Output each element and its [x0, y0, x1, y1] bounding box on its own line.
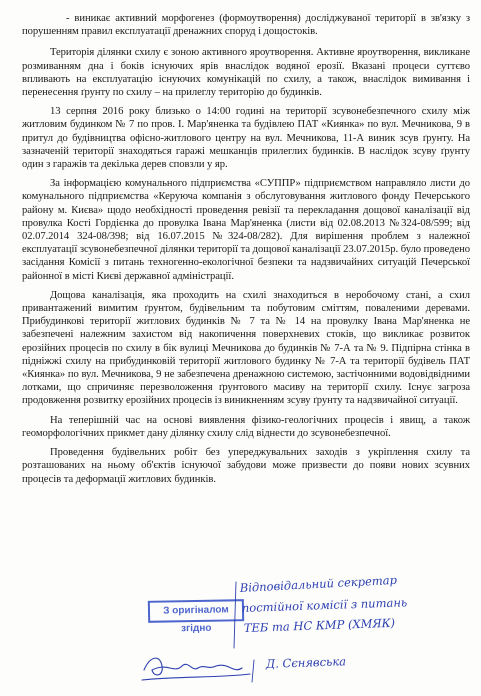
paragraph-2: Територія ділянки схилу є зоною активного яроутворення. Активне яроутворення, викликане розмиванням дна і боків існуючих ярів внаслідок водяної ерозії. Вказані процеси суттєво впливають на експлуатацію існуючих комунікацій по схилу, а також, внаслідок вимивання і перенесення ґрунту по схилу – на прилеглу територію до будинків.: [22, 47, 470, 99]
certified-copy-stamp: З оригіналом згідно: [148, 599, 244, 623]
paragraph-6: На теперішній час на основі виявлення фізико-геологічних процесів і явищ, а також геоморфологічних прикмет дану ділянку схилу слід віднести до зсувонебезпечної.: [22, 414, 470, 439]
handwriting-line-4: Д. Сєнявська: [265, 654, 347, 671]
handwriting-line-3: ТЕБ та НС КМР (ХМЯК): [243, 615, 396, 635]
paragraph-3: 13 серпня 2016 року близько о 14:00 годині на території зсувонебезпечного схилу між житловим будинком № 7 по пров. І. Мар'яненка та будівлею ПАТ «Киянка» по вул. Мечникова, 9 в притул до будівництва офісно-житлового центру на вул. Мечникова, 11-А виник зсув ґрунту. На зазначеній території знаходяться гаражі мешканців прилеглих будинків. В наслідок зсуву ґрунту один з гаражів та декілька дерев сповзли у яр.: [22, 106, 470, 171]
paragraph-5: Дощова каналізація, яка проходить на схилі знаходиться в неробочому стані, а схил привантажений вимитим ґрунтом, будівельним та побутовим сміттям, поваленими деревами. Прибудинкові території житлових будинків № 7 та № 14 на провулку Івана Мар'яненка не забезпечені належним захистом від накопичення поверхневих стоків, що викликає розвиток ерозійних процесів по схилу в бік вулиці Мечникова до будинків № 7-А та № 9. Підпірна стінка в підніжжі схилу на прибудинковій території житлового будинку № 7-А та території будівель ПАТ «Киянка» по вул. Мечникова, 9 не забезпечена дренажною системою, застічонними водовідвідними лотками, що спричиняє перезволоження ґрунтового масиву на території схилу. Існує загроза продовження розвитку ерозійних процесів із виникненням зсуву ґрунту та надзвичайної ситуації.: [22, 289, 470, 407]
handwritten-signature-block: [138, 570, 478, 690]
paragraph-7: Проведення будівельних робіт без упереджувальних заходів з укріплення схилу та розташованих на ньому об'єктів існуючої забудови може призвести до появи нових зсувних процесів та деформації житлових будинків.: [22, 447, 470, 485]
signature-scribble: [144, 658, 242, 675]
paragraph-1: - виникає активний морфогенез (формоутворення) досліджуваної території в зв'язку з порушенням правил експлуатації дренажних споруд і дощостоків.: [22, 13, 470, 38]
paragraph-4: За інформацією комунального підприємства «СУППР» підприємством направляло листи до комунального підприємства «Керуюча компанія з обслуговування житлового фонду Печерського району м. Києва» щодо необхідності проведення ревізії та перекладання дощової каналізації від провулка Кості Гордієнка до провулка Івана Мар'яненка (листи від 02.08.2013 №324-08/599; від 02.07.2014 324-08/398; від 16.07.2015 №324-08/282). Для вирішення проблем з належної експлуатації зсувонебезпечної ділянки території та дощової каналізації 23.07.2015р. було проведено засідання Комісії з питань техногенно-екологічної безпеки та надзвичайних ситуацій Печерської районної в місті Києві державної адміністрації.: [22, 178, 470, 282]
handwriting-line-1: Відповідальний секретар: [239, 572, 398, 595]
document-body: [22, 12, 470, 492]
handwriting-line-2: постійної комісії з питань: [241, 595, 408, 615]
